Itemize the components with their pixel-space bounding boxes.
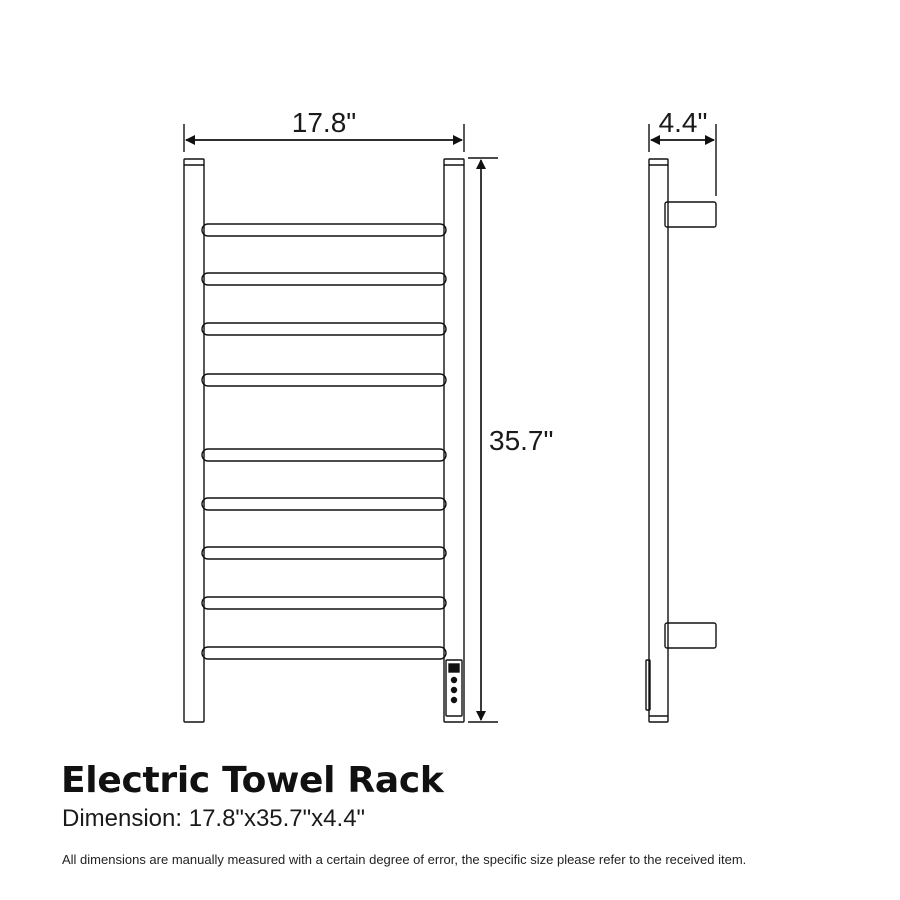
towel-bar: [202, 449, 446, 461]
side-control-panel: [646, 660, 650, 710]
width-label: 17.8": [291, 107, 357, 138]
left-post: [184, 159, 204, 722]
control-button-1: [452, 678, 457, 683]
control-button-3: [452, 698, 457, 703]
side-view: [646, 159, 716, 722]
towel-bar: [202, 597, 446, 609]
product-dimension-text: Dimension: 17.8"x35.7"x4.4": [62, 805, 366, 832]
towel-bar: [202, 647, 446, 659]
towel-bar: [202, 224, 446, 236]
depth-label: 4.4": [658, 107, 708, 138]
upper-wall-bracket: [665, 202, 716, 227]
towel-bar: [202, 374, 446, 386]
towel-bar: [202, 547, 446, 559]
front-view: [184, 159, 464, 722]
product-title: Electric Towel Rack: [61, 760, 444, 801]
towel-bar: [202, 273, 446, 285]
measurement-disclaimer: All dimensions are manually measured with a certain degree of error, the specific size please refer to the received item.: [62, 852, 747, 867]
towel-bar: [202, 323, 446, 335]
height-label: 35.7": [489, 425, 554, 456]
control-button-2: [452, 688, 457, 693]
right-post: [444, 159, 464, 722]
towel-bars: [202, 224, 446, 659]
control-panel: [446, 660, 462, 716]
lower-wall-bracket: [665, 623, 716, 648]
towel-bar: [202, 498, 446, 510]
